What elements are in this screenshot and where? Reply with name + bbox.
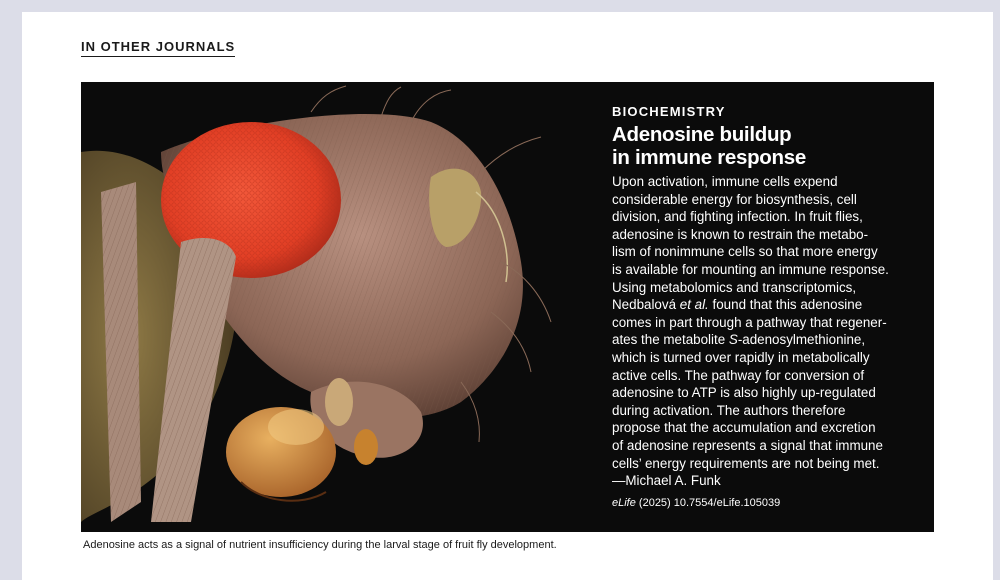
body-line — [612, 296, 922, 314]
feature-panel — [81, 82, 934, 532]
et-al: et al. — [679, 297, 709, 313]
fruit-fly-micrograph — [81, 82, 601, 532]
article-headline — [612, 123, 922, 169]
body-line: adenosine to ATP is also highly up-regulated — [612, 385, 876, 401]
body-line: cells’ energy requirements are not being met. — [612, 455, 880, 471]
body-line: during activation. The authors therefore — [612, 402, 846, 418]
body-line: considerable energy for biosynthesis, cell — [612, 191, 857, 207]
image-caption: Adenosine acts as a signal of nutrient insufficiency during the larval stage of fruit fly development. — [83, 539, 557, 551]
body-fragment: -adenosylmethionine, — [737, 332, 866, 348]
article-byline: —Michael A. Funk — [612, 473, 721, 489]
article-text-column — [612, 104, 922, 509]
body-line: comes in part through a pathway that regener- — [612, 314, 887, 330]
article-page — [22, 12, 993, 580]
article-kicker: BIOCHEMISTRY — [612, 104, 726, 119]
body-line: active cells. The pathway for conversion of — [612, 367, 865, 383]
body-fragment: found that this adenosine — [708, 297, 863, 313]
headline-line-2: in immune response — [612, 146, 806, 169]
body-fragment: ates the metabolite — [612, 332, 729, 348]
italic-s: S — [728, 332, 738, 348]
citation-doi: (2025) 10.7554/eLife.105039 — [635, 496, 781, 509]
article-citation — [612, 497, 922, 509]
body-line: Using metabolomics and transcriptomics, — [612, 279, 857, 295]
body-line: of adenosine represents a signal that immune — [612, 437, 883, 453]
body-line: which is turned over rapidly in metabolically — [612, 349, 870, 365]
author-name: Nedbalová — [612, 297, 680, 313]
body-line: is available for mounting an immune response. — [612, 261, 889, 277]
body-line: division, and fighting infection. In fruit flies, — [612, 209, 863, 225]
body-line: propose that the accumulation and excretion — [612, 420, 876, 436]
body-line: Upon activation, immune cells expend — [612, 174, 838, 189]
section-label: IN OTHER JOURNALS — [81, 39, 235, 57]
body-line — [612, 331, 922, 349]
body-line: lism of nonimmune cells so that more energy — [612, 244, 878, 260]
body-line: adenosine is known to restrain the metabo- — [612, 226, 869, 242]
citation-journal: eLife — [612, 496, 636, 509]
article-body — [612, 173, 922, 490]
headline-line-1: Adenosine buildup — [612, 123, 792, 146]
